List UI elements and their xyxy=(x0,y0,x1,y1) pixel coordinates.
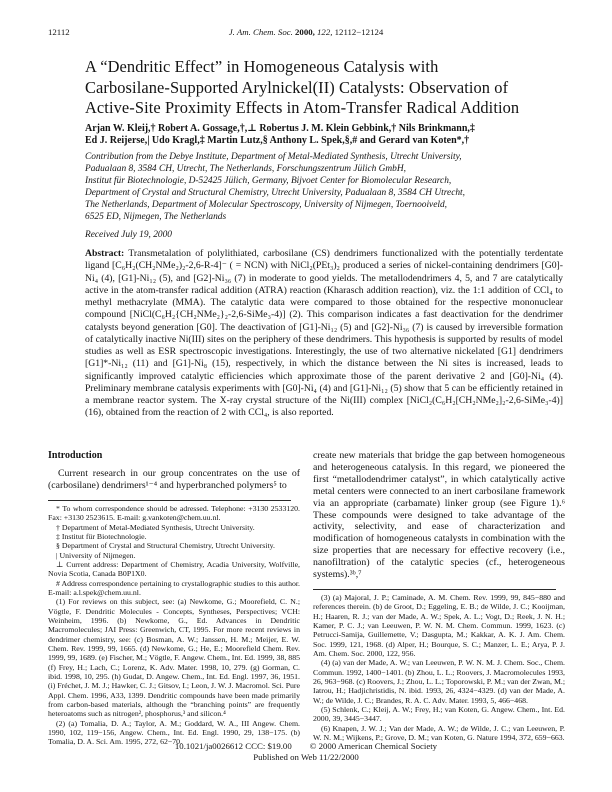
page-number: 12112 xyxy=(48,27,70,37)
received-date: Received July 19, 2000 xyxy=(85,230,172,240)
reference-2: (2) (a) Tomalia, D. A.; Taylor, A. M.; Goddard, W. A., III Angew. Chem. 1990, 102, 119−156, Angew. Chem., Int. Ed. Engl. 1990, 29, 138−175. (b) Tomalia, D. A. Sci. Am. 1995, 272, 62−70. xyxy=(48,718,300,747)
footnote-double-dagger: ‡ Institut für Biotechnologie. xyxy=(56,531,147,541)
abstract-text: Transmetalation of polylithiated, carbosilane (CS) dendrimers functionalized with the potentially terdentate ligand [C₆H₂(CH₂NMe₂)₂-2,6-R-4]⁻ ( = NCN) with NiCl₂(PEt₃)₂ produced a series of nickel-containing dendrimers [G0]-Ni₄ (4), [G1]-Ni₁₂ (5), and [G2]-Ni₃₆ (7) in moderate to good yields. The metallodendrimers 4, 5, and 7 are catalytically active in the atom-transfer radical addition (ATRA) reaction (Kharasch addition reaction), viz. the 1:1 addition of CCl₄ to methyl methacrylate (MMA). The catalytic data were compared to those obtained for the respective mononuclear compound [NiCl(C₆H₂{CH₂NMe₂}₂-2,6-SiMe₃-4)] (2). This comparison indicates a fast deactivation for the dendrimer catalysts beyond generation [G0]. The deactivation of [G1]-Ni₁₂ (5) and [G2]-Ni₃₆ (7) is caused by irreversible formation of catalytically inactive Ni(III) sites on the periphery of these dendrimers. This hypothesis is supported by results of model studies as well as ESR spectroscopic investigations. Interestingly, the use of two alternative nickelated [G1] dendrimers [G1]*-Ni₁₂ (11) and [G1]-Ni₈ (15), respectively, in which the distance between the Ni sites is increased, leads to significantly improved catalytic efficiencies which approximate those of the parent derivative 2 and [G0]-Ni₄ (4). Preliminary membrane catalysis experiments with [G0]-Ni₄ (4) and [G1]-Ni₁₂ (5) show that 5 can be efficiently retained in a membrane reactor system. The X-ray crystal structure of the Ni(III) complex [NiCl₂(C₆H₂[CH₂NMe₂]₂-2,6-SiMe₃-4)] (16), obtained from the reaction of 2 with CCl₄, is also reported. xyxy=(85,248,563,419)
right-column xyxy=(313,450,565,747)
footnote-rule xyxy=(313,589,556,590)
author-list xyxy=(85,123,565,148)
footnote-dagger: † Department of Metal-Mediated Synthesis, Utrecht University. xyxy=(56,522,255,532)
reference-4: (4) (a) van der Made, A. W.; van Leeuwen, P. W. N. M. J. Chem. Soc., Chem. Commun. 1992, 1400−1401. (b) Zhou, L. L.; Roovers, J. Macromolecules 1993, 26, 963−968. (c) Roovers, J.; Zhou, L. L.; Toporowski, P. M.; van der Zwan, M.; Iatrou, H.; Hadjichristidis, N. ibid. 1993, 26, 4324−4329. (d) van der Made, A. W.; de Wilde, J. C.; Brandes, R. A. C. Adv. Mater. 1993, 5, 466−468. xyxy=(313,658,565,705)
body-paragraph-continuation: create new materials that bridge the gap between homogeneous and heterogeneous catalysis. In this regard, we pioneered the first “metallodendrimer catalyst”, in which catalytically active metal centers were connected to an inert carbosilane framework via an appropriate (carbamate) linker group (see Figure 1).⁶ These compounds were designed to take advantage of the activity, selectivity, and ease of characterization and modification of homogeneous catalysts in combination with the size properties that are necessary for effective recovery (i.e., nanofiltration) of the catalytic species (cf., heterogeneous systems).³ᵇ,⁷ xyxy=(313,450,565,581)
reference-3: (3) (a) Majoral, J. P.; Caminade, A. M. Chem. Rev. 1999, 99, 845−880 and references therein. (b) de Groot, D.; Eggeling, E. B.; de Wilde, J. C.; Kooijman, H.; Haaren, R. J.; van der Made, A. W.; Spek, A. L.; Vogt, D.; Reek, J. N. H.; Kamer, P. C. J.; van Leeuwen, P. W. N. M. Chem. Commun. 1999, 1623. (c) Petrucci-Samija, Guillemette, V.; Dasgupta, M.; Kakkar, A. K. J. Am. Chem. Soc. 1999, 121, 1968. (d) Alper, H.; Bourque, S. C.; Manzer, L. E.; Arya, P. J. Am. Chem. Soc. 2000, 122, 956. xyxy=(313,592,565,659)
affiliation-line-1: Contribution from the Debye Institute, Department of Metal-Mediated Synthesis, Utrecht University, xyxy=(85,152,462,162)
author-line-2: Ed J. Reijerse,| Udo Kragl,‡ Martin Lutz,§ Anthony L. Spek,§,# and Gerard van Koten*,† xyxy=(85,135,470,147)
right-footnote-block xyxy=(313,589,565,743)
title-line-3: Active-Site Proximity Effects in Atom-Transfer Radical Addition xyxy=(85,98,520,117)
copyright-text: © 2000 American Chemical Society xyxy=(309,741,438,751)
abstract xyxy=(85,248,563,420)
doi-copyright-line xyxy=(0,741,612,752)
section-heading-introduction: Introduction xyxy=(48,450,103,461)
published-line: Published on Web 11/22/2000 xyxy=(253,752,359,762)
citation-year: 2000, xyxy=(295,27,315,37)
reference-1: (1) For reviews on this subject, see: (a) Newkome, G.; Moorefield, C. N.; Vögtle, F. Dendritic Molecules - Concepts, Syntheses, Perspectives; VCH: Weinheim, 1996. (b) Newkome, G., Ed. Advances in Dendritic Macromolecules; JAI Press: Greenwich, CT, 1995. For more recent reviews in dendrimer chemistry, see: (c) Bosman, A. W.; Janssen, H. M.; Meijer, E. W. Chem. Rev. 1999, 99, 1665. (d) Newkome, G.; He, E.; Moorefield Chem. Rev. 1999, 99, 1689. (e) Fischer, M.; Vögtle, F. Angew. Chem., Int. Ed. 1999, 38, 885 (f) Frey, H.; Lach, C.; Lorenz, K. Adv. Mater. 1998, 10, 279. (g) Gorman, C. ibid. 1998, 10, 295. (h) Gudat, D. Angew. Chem., Int. Ed. Engl. 1997, 36, 1951. (i) Fréchet, J. M. J.; Hawker, C. J.; Gitsov, I.; Leon, J. W. J. Macromol. Sci. Pure Appl. Chem. 1996, A33, 1399. Dendritic compounds have been made primarily from carbon-based materials, although the “branching points” are frequently heteroatoms such as nitrogen², phosphorus,³ and silicon.⁴ xyxy=(48,597,300,719)
left-column xyxy=(48,450,300,747)
reference-5: (5) Schlenk, C.; Kleij, A. W.; Frey, H.; van Koten, G. Angew. Chem., Int. Ed. 2000, 39, 3445−3447. xyxy=(313,705,565,724)
footnote-section: § Department of Crystal and Structural Chemistry, Utrecht University. xyxy=(56,541,275,551)
footnote-correspondence: * To whom correspondence should be adressed. Telephone: +3130 2533120. Fax: +3130 2523615. E-mail: g.vankoten@chem.uu.nl. xyxy=(48,503,300,523)
article-title xyxy=(85,57,565,119)
journal-name: J. Am. Chem. Soc. xyxy=(228,27,293,37)
intro-paragraph: Current research in our group concentrates on the use of (carbosilane) dendrimers¹⁻⁴ and hyperbranched polymers⁵ to xyxy=(48,468,300,491)
affiliation-line-3: Institut für Biotechnologie, D-52425 Jülich, Germany, Bijvoet Center for Biomolecular Research, xyxy=(85,175,452,186)
abstract-label: Abstract: xyxy=(85,248,125,259)
footnote-pipe: | University of Nijmegen. xyxy=(56,550,136,560)
affiliation-line-4: Department of Crystal and Structural Chemistry, Utrecht University, Padualaan 8, 3584 CH Utrecht, xyxy=(85,187,466,198)
affiliation-line-6: 6525 ED, Nijmegen, The Netherlands xyxy=(85,211,227,222)
journal-citation xyxy=(48,27,564,37)
title-line-2: Carbosilane-Supported Arylnickel(II) Catalysts: Observation of xyxy=(85,77,509,97)
affiliation-line-5: The Netherlands, Department of Molecular Spectroscopy, University of Nijmegen, Toernooiveld, xyxy=(85,199,448,210)
reference-6: (6) Knapen, J. W. J.; Van der Made, A. W.; de Wilde, J. C.; van Leeuwen, P. W. N. M.; Wijkens, P.; Grove, D. M.; van Koten, G. Nature 1994, 372, 659−663. xyxy=(313,723,565,743)
citation-pages: 12112−12124 xyxy=(334,27,384,37)
affiliation-block xyxy=(85,152,565,223)
author-line-1: Arjan W. Kleij,† Robert A. Gossage,†,⊥ Robertus J. M. Klein Gebbink,† Nils Brinkmann,‡ xyxy=(85,123,475,134)
left-footnote-block xyxy=(48,500,300,747)
affiliation-line-2: Padualaan 8, 3584 CH, Utrecht, The Netherlands, Forschungszentrum Jülich GmbH, xyxy=(85,163,406,174)
citation-volume: 122, xyxy=(317,27,333,37)
footnote-rule xyxy=(48,500,291,501)
footnote-perp: ⊥ Current address: Department of Chemistry, Acadia University, Wolfville, Novia Scotia, Canada B0P1X0. xyxy=(48,559,300,579)
body-columns xyxy=(48,450,565,747)
title-line-1: A “Dendritic Effect” in Homogeneous Catalysis with xyxy=(85,57,439,76)
footnote-hash: # Address correspondence pertaining to crystallographic studies to this author. E-mail: a.l.spek@chem.uu.nl. xyxy=(48,578,300,597)
doi-text: 10.1021/ja0026612 CCC: $19.00 xyxy=(174,741,292,751)
running-head xyxy=(48,27,564,39)
page-footer xyxy=(0,741,612,763)
